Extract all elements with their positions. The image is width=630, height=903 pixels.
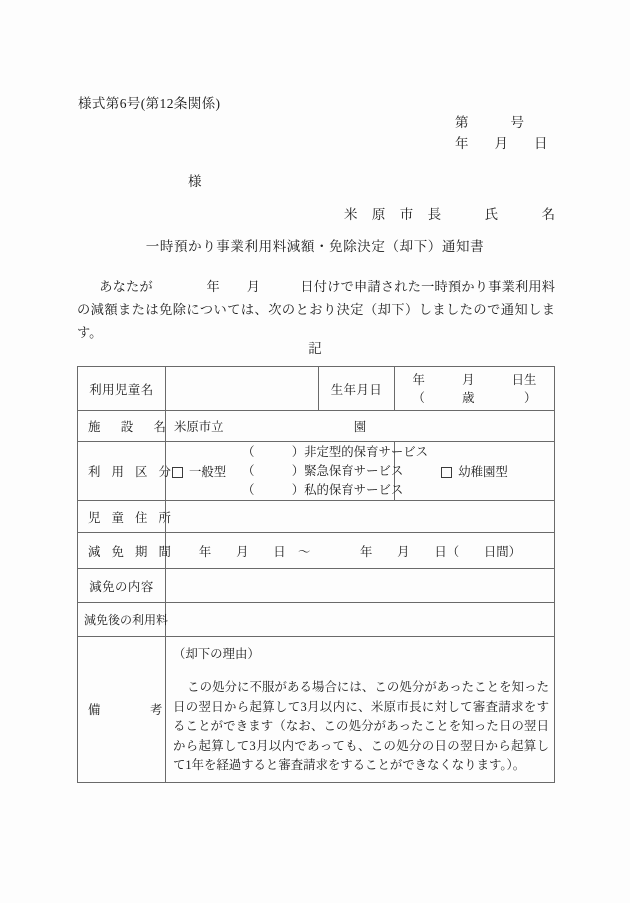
usage-option-3[interactable]: （ ）私的保育サービス: [242, 482, 404, 497]
checkbox-general-type-label: 一般型: [189, 465, 227, 479]
facility-inner: [172, 411, 548, 441]
form-number: 様式第6号(第12条関係): [78, 96, 221, 111]
usage-option-2[interactable]: （ ）緊急保育サービス: [242, 463, 404, 478]
facility-suffix: 園: [353, 420, 367, 434]
document-number-label: 第: [455, 115, 469, 130]
field-facility-name[interactable]: [166, 411, 555, 442]
notification-form-table: [77, 366, 555, 783]
checkbox-icon[interactable]: [172, 467, 183, 478]
field-usage-type-general[interactable]: [166, 442, 429, 501]
checkbox-kindergarten-type-label: 幼稚園型: [458, 465, 508, 479]
usage-type-options: [242, 443, 428, 500]
table-row-fee-after-reduction: [78, 603, 555, 637]
body-paragraph-text: あなたが 年 月 日付けで申請された一時預かり事業利用料の減額または免除については、次のとおり決定（却下）しましたので通知します。: [77, 279, 555, 340]
document-date-line: [455, 133, 548, 154]
table-row-facility: [78, 411, 555, 442]
table-row-usage-type: [78, 442, 555, 501]
facility-prefix: 米原市立: [174, 420, 224, 434]
table-row-remarks: [78, 637, 555, 783]
label-reduction-period: 減 免 期 間: [78, 533, 166, 569]
table-row-reduction-content: [78, 569, 555, 603]
remarks-appeal-text: [173, 678, 549, 776]
table-row-child-address: [78, 501, 555, 533]
label-fee-after-reduction: 減免後の利用料: [78, 603, 166, 637]
field-remarks[interactable]: [166, 637, 555, 783]
label-facility-name: 施 設 名: [78, 411, 166, 442]
field-reduction-content[interactable]: [166, 569, 555, 603]
kijiten-marker: 記: [308, 341, 322, 356]
field-reduction-period[interactable]: 年 月 日 ～ 年 月 日（ 日間）: [166, 533, 555, 569]
label-usage-type: 利 用 区 分: [78, 442, 166, 501]
checkbox-icon[interactable]: [441, 467, 452, 478]
date-year-label: 年: [455, 136, 469, 151]
document-number-line: [455, 112, 548, 133]
body-paragraph: [77, 275, 555, 344]
usage-option-1[interactable]: （ ）非定型的保育サービス: [242, 444, 429, 459]
label-reduction-content: 減免の内容: [78, 569, 166, 603]
checkbox-kindergarten-type[interactable]: [441, 465, 508, 479]
label-child-address: 児 童 住 所: [78, 501, 166, 533]
date-day-label: 日: [534, 136, 548, 151]
usage-type-group: [172, 442, 429, 500]
field-date-of-birth[interactable]: [395, 367, 555, 411]
date-month-label: 月: [494, 136, 508, 151]
dob-line-date: 年 月 日生: [412, 372, 537, 387]
checkbox-general-type[interactable]: [172, 462, 226, 480]
document-number-unit: 号: [510, 115, 524, 130]
field-child-address[interactable]: [166, 501, 555, 533]
field-child-name[interactable]: [166, 367, 319, 411]
issuer-name: 米 原 市 長 氏 名: [344, 207, 561, 222]
label-child-name: 利用児童名: [78, 367, 166, 411]
remarks-reason-heading: （却下の理由）: [173, 647, 260, 661]
addressee-honorific: 様: [188, 174, 202, 189]
remarks-appeal-text-content: この処分に不服がある場合には、この処分があったことを知った日の翌日から起算して3月以内に、米原市長に対して審査請求をすることができます（なお、この処分があったことを知った日の翌日から起算して3月以内であっても、この処分の日の翌日から起算して1年を経過すると審査請求をすることができなくなります。）。: [173, 680, 549, 773]
dob-line-age: （ 歳 ）: [412, 390, 537, 405]
table-row-child-name: [78, 367, 555, 411]
document-number-block: [455, 112, 548, 154]
date-of-birth-lines: [401, 371, 548, 407]
field-fee-after-reduction[interactable]: [166, 603, 555, 637]
document-title: 一時預かり事業利用料減額・免除決定（却下）通知書: [145, 239, 485, 254]
label-remarks: 備 考: [78, 637, 166, 783]
table-row-reduction-period: [78, 533, 555, 569]
label-date-of-birth: 生年月日: [319, 367, 395, 411]
